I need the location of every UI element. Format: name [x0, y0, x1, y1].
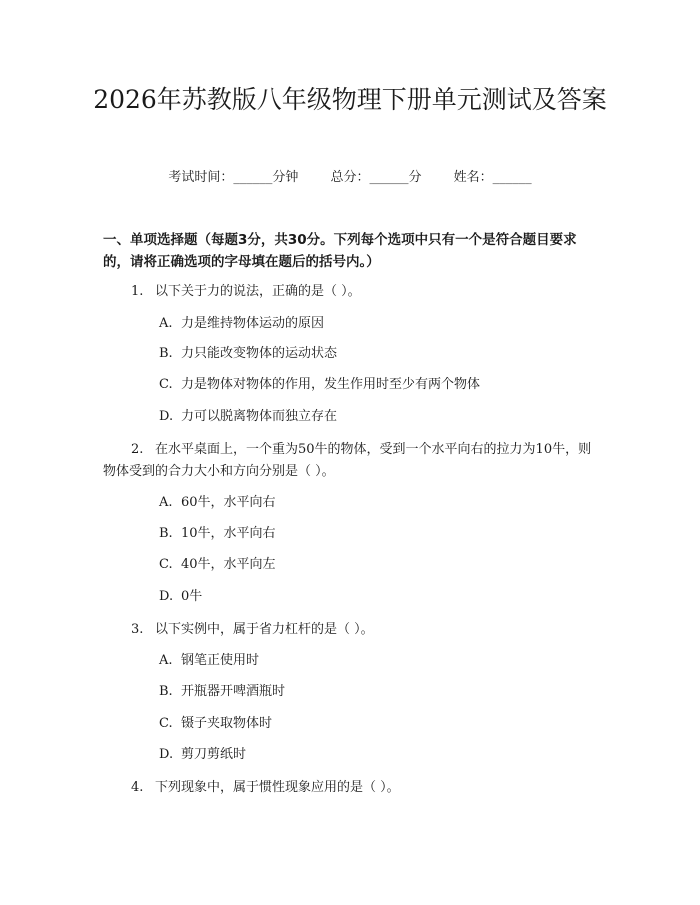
option-text: 力是维持物体运动的原因 — [181, 316, 325, 331]
question-text: 下列现象中，属于惯性现象应用的是（ ）。 — [155, 780, 400, 795]
option-text: 力只能改变物体的运动状态 — [181, 346, 338, 361]
option-text: 10牛，水平向右 — [181, 526, 276, 541]
option-text: 镊子夹取物体时 — [181, 716, 273, 731]
question-2 — [103, 439, 593, 483]
option-text: 力可以脱离物体而独立存在 — [181, 409, 338, 424]
question-text: 在水平桌面上，一个重为50牛的物体，受到一个水平向右的拉力为10牛，则物体受到的合力大小和方向分别是（ ）。 — [103, 442, 592, 479]
option-letter: A. — [159, 653, 173, 668]
question-text: 以下关于力的说法，正确的是（ ）。 — [155, 284, 361, 299]
option-letter: C. — [159, 557, 173, 572]
question-number: 1. — [131, 284, 144, 299]
exam-info — [0, 168, 700, 188]
question-4 — [103, 777, 593, 799]
question-3-option-c — [159, 714, 599, 734]
question-1-option-a — [159, 314, 599, 334]
question-3-option-d — [159, 745, 599, 765]
question-1-option-d — [159, 407, 599, 427]
option-letter: B. — [159, 346, 173, 361]
option-letter: C. — [159, 377, 173, 392]
exam-total-score: 总分：______分 — [330, 170, 422, 185]
question-2-option-d — [159, 587, 599, 607]
question-2-option-b — [159, 524, 599, 544]
option-letter: A. — [159, 316, 173, 331]
option-text: 60牛，水平向右 — [181, 495, 276, 510]
question-2-option-c — [159, 555, 599, 575]
question-1 — [103, 281, 593, 303]
section-heading-single-choice: 一、单项选择题（每题3分，共30分。下列每个选项中只有一个是符合题目要求的，请将正确选项的字母填在题后的括号内。） — [103, 232, 577, 270]
option-letter: B. — [159, 684, 173, 699]
option-letter: D. — [159, 747, 174, 762]
question-3-option-b — [159, 682, 599, 702]
option-letter: D. — [159, 589, 174, 604]
question-number: 4. — [131, 780, 144, 795]
option-text: 剪刀剪纸时 — [181, 747, 247, 762]
option-text: 力是物体对物体的作用，发生作用时至少有两个物体 — [181, 377, 481, 392]
option-text: 40牛，水平向左 — [181, 557, 276, 572]
option-text: 钢笔正使用时 — [181, 653, 260, 668]
exam-time: 考试时间：______分钟 — [168, 170, 299, 185]
option-letter: C. — [159, 716, 173, 731]
option-letter: B. — [159, 526, 173, 541]
question-1-option-b — [159, 344, 599, 364]
question-2-option-a — [159, 493, 599, 513]
exam-student-name: 姓名：______ — [453, 170, 532, 185]
option-letter: D. — [159, 409, 174, 424]
question-text: 以下实例中，属于省力杠杆的是（ ）。 — [155, 622, 374, 637]
question-number: 3. — [131, 622, 144, 637]
page-title: 2026年苏教版八年级物理下册单元测试及答案 — [93, 85, 607, 114]
question-number: 2. — [131, 442, 144, 457]
option-letter: A. — [159, 495, 173, 510]
question-3-option-a — [159, 651, 599, 671]
question-3 — [103, 619, 593, 641]
option-text: 0牛 — [181, 589, 203, 604]
question-1-option-c — [159, 375, 599, 395]
option-text: 开瓶器开啤酒瓶时 — [181, 684, 286, 699]
